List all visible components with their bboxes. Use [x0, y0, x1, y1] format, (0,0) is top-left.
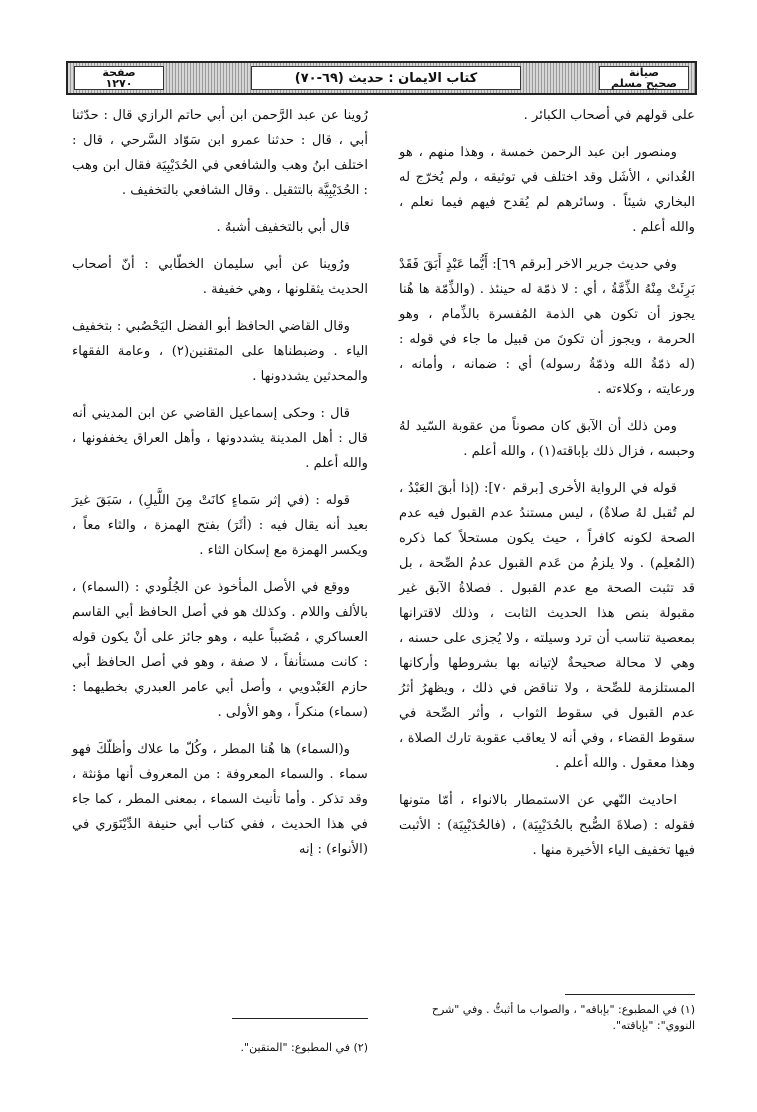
header-page-value: ١٢٧٠ — [105, 77, 133, 90]
paragraph: وفي حديث جرير الاخر [برقم ٦٩]: أَيُّما عَبْدٍ أَبَقَ فَقَدْ بَرِئَتْ مِنْهُ الذِّمَّةُ ، أي : لا ذمّة له حينئذ . (والذِّمّة ها هُنا يجوز أن تكون هي الذمة المُفسرة بالذِّمام ، وهو الحرمة ، ويجوز أن تكونَ من قبيل ما جاء في قوله : (له ذمّةُ الله وذمّةُ رسوله) أي : ضمانه ، وأمانه ، ورعايته ، وكلاءته . — [399, 257, 695, 397]
footnote-right: (١) في المطبوع: "بإباقه" ، والصواب ما أثبتُّ . وفي "شرح النووي": "بإباقته". — [431, 1003, 695, 1032]
footnote-separator-left — [232, 1018, 368, 1019]
header-book-title-line2: صحيح مسلم — [611, 77, 677, 90]
paragraph: على قولهم في أصحاب الكبائر . — [523, 108, 695, 123]
header-book-title-line1: صيانة — [628, 66, 660, 79]
left-text-column — [72, 103, 368, 874]
paragraph: احاديث النّهي عن الاستمطار بالانواء ، أمّا متونها فقوله : (صلاةَ الصُّبح بالحُدَيْبِيَة) ، (فالحُدَيْبِيَة) : الأثبت فيها تخفيف الياء الأخيرة منها . — [399, 793, 695, 858]
right-text-column — [399, 103, 695, 875]
paragraph: ورُوينا عن أبي سليمان الخطّابي : أنّ أصحاب الحديث يثقلونها ، وهي خفيفة . — [72, 257, 368, 297]
running-header — [66, 61, 697, 95]
header-book-title — [599, 66, 689, 90]
header-page-number — [74, 66, 164, 90]
paragraph: قال أبي بالتخفيف أشبهُ . — [216, 220, 350, 235]
paragraph: ومنصور ابن عبد الرحمن خمسة ، وهذا منهم ، هو الغُداني ، الأشَل وقد اختلف في توثيقه ، ولم يُخرّج له البخاري شيئاً . وسائرهم لم يُقدح فيهم فيما نعلم ، والله أعلم . — [399, 145, 695, 235]
paragraph: رُوينا عن عبد الرَّحمن ابن أبي حاتم الرازي قال : حدّثنا أبي ، قال : حدثنا عمرو ابن سَوّاد السَّرحي ، قال : اختلف ابنُ وهب والشافعي في الحُدَيْبِيَة فقال ابن وهب : الحُدَيْبِيَّة بالتثقيل . وقال الشافعي بالتخفيف . — [72, 108, 368, 198]
header-chapter-title: كتاب الايمان : حديث (٦٩-٧٠) — [251, 66, 521, 90]
paragraph: ومن ذلك أن الآبق كان مصوناً من عقوبة السّيد لهُ وحبسه ، فزال ذلك بإباقته(١) ، والله أعلم . — [399, 419, 695, 459]
paragraph: و(السماء) ها هُنا المطر ، وكُلّ ما علاك وأظلّكَ فهو سماء . والسماء المعروفة : من المعروف أنها مؤنثة ، وقد تذكر . وأما تأنيث السماء ، بمعنى المطر ، كما جاء في هذا الحديث ، ففي كتاب أبي حنيفة الدِّيْنَوَري في (الأنواء) : إنه — [72, 742, 368, 857]
paragraph: قال : وحكى إسماعيل القاضي عن ابن المديني أنه قال : أهل المدينة يشددونها ، وأهل العراق يخففونها ، والله أعلم . — [72, 406, 368, 471]
paragraph: قوله في الرواية الأخرى [برقم ٧٠]: (إذا أبقَ العَبْدُ ، لم تُقبل لهُ صلاةٌ) ، ليس مستندُ عدم القبول فيه عدم الصحة لكونه كافراً ، حيث يكون مستحلاً كما ذكره (المُعلِم) . ولا يلزمُ من عَدم القبول عدمُ الصِّحة ، بل قد تثبت الصحة مع عدم القبول . فصلاةُ الآبق غير مقبولة بنص هذا الحديث الثابت ، وذلك لاقترانها بمعصية تناسب أن ترد وسيلته ، ولا يُجزى على حسنه ، وهي لا محالة صحيحةٌ لإتيانه بها بشروطها وأركانها المستلزمة للصِّحة ، ولا تناقض في ذلك ، ويظهرُ أثرُ عدم القبول في سقوط الثواب ، وأثر الصِّحة في سقوط القضاء ، وفي أنه لا يعاقب عقوبة تارك الصلاة ، وهذا معقول . والله أعلم . — [399, 481, 695, 771]
header-page-label: صفحة — [102, 66, 136, 79]
paragraph: وقال القاضي الحافظ أبو الفضل اليَحْصُبي : بتخفيف الياء . وضبطناها على المتقنين(٢) ، وعامة الفقهاء والمحدثين يشددونها . — [72, 319, 368, 384]
footnote-left: (٢) في المطبوع: "المتقين". — [240, 1041, 368, 1054]
paragraph: ووقع في الأصل المأخوذ عن الجُلُودي : (السماء) ، بالألف واللام . وكذلك هو في أصل الحافظ أبي القاسم العساكري ، مُضَبباً عليه ، وهو جائز على أنْ يكون قوله : كانت مستأنفاً ، لا صفة ، وهو في أصل الحافظ أبي حازم العَبْدويي ، وأصل أبي عامر العبدري بخطيهما : (سماء) منكراً ، وهو الأولى . — [72, 580, 368, 720]
paragraph: قوله : (في إثر سَماءٍ كانَتْ مِنَ اللَّيلِ) ، سَبَقَ غيرَ بعيد أنه يقال فيه : (أثَرَ) بفتح الهمزة ، والثاء معاً ، ويكسر الهمزة مع إسكان الثاء . — [72, 493, 368, 558]
footnote-separator-right — [565, 994, 695, 995]
